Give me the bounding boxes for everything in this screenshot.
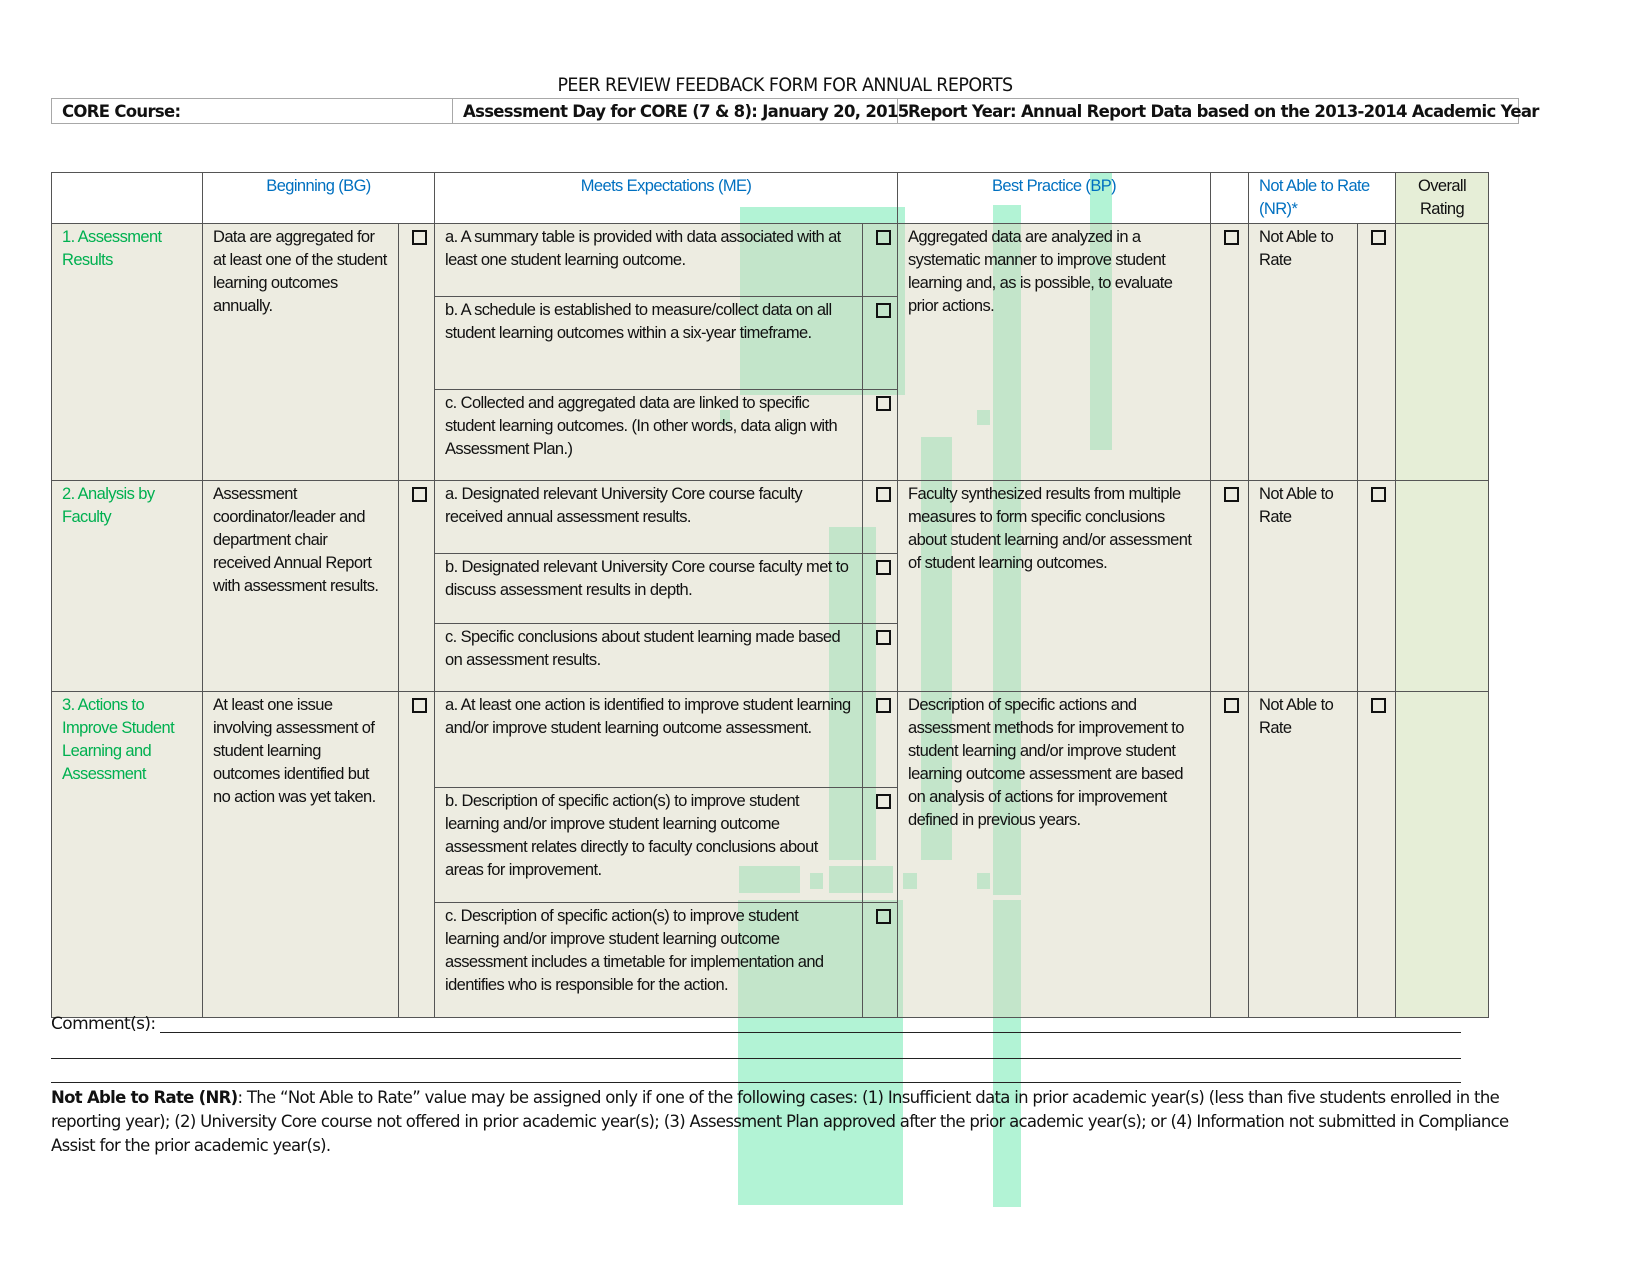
meets-text: b. A schedule is established to measure/collect data on all student learning outcomes within a six-year timeframe.	[435, 297, 863, 390]
best-practice-text: Description of specific actions and assessment methods for improvement to student learning and/or improve student learning outcome assessment are based on analysis of actions for improvement defined in previous years.	[898, 692, 1211, 1018]
overall-rating-cell[interactable]	[1396, 481, 1489, 692]
col-overall: Overall Rating	[1396, 173, 1489, 224]
col-beginning: Beginning (BG)	[203, 173, 435, 224]
col-not-able: Not Able to Rate (NR)*	[1249, 173, 1396, 224]
table-row	[52, 481, 1489, 554]
checkbox-icon[interactable]	[1371, 230, 1386, 245]
comment-row	[51, 1014, 156, 1034]
beginning-checkbox[interactable]	[399, 481, 435, 692]
meets-text: a. A summary table is provided with data associated with at least one student learning outcome.	[435, 224, 863, 297]
checkbox-icon[interactable]	[1224, 230, 1239, 245]
meets-text: a. At least one action is identified to improve student learning and/or improve student learning outcome assessment.	[435, 692, 863, 788]
checkbox-icon[interactable]	[876, 698, 891, 713]
meets-text: b. Description of specific action(s) to improve student learning and/or improve student learning outcome assessment relates directly to faculty conclusions about areas for improvement.	[435, 788, 863, 903]
checkbox-icon[interactable]	[876, 230, 891, 245]
best-practice-checkbox[interactable]	[1211, 692, 1249, 1018]
beginning-text: Assessment coordinator/leader and department chair received Annual Report with assessment results.	[203, 481, 399, 692]
meets-checkbox[interactable]	[863, 390, 898, 481]
best-practice-text: Aggregated data are analyzed in a systematic manner to improve student learning and, as is possible, to evaluate prior actions.	[898, 224, 1211, 481]
comment-label: Comment(s):	[51, 1014, 156, 1034]
checkbox-icon[interactable]	[876, 396, 891, 411]
table-row	[52, 224, 1489, 297]
col-meets: Meets Expectations (ME)	[435, 173, 898, 224]
not-able-text: Not Able to Rate	[1249, 481, 1358, 692]
corner-cell	[52, 173, 203, 224]
meets-checkbox[interactable]	[863, 692, 898, 788]
col-best-practice: Best Practice (BP)	[898, 173, 1211, 224]
meets-checkbox[interactable]	[863, 297, 898, 390]
checkbox-icon[interactable]	[876, 794, 891, 809]
core-course-field[interactable]: CORE Course:	[52, 99, 453, 124]
meets-checkbox[interactable]	[863, 788, 898, 903]
comment-line[interactable]	[160, 1032, 1461, 1033]
meets-checkbox[interactable]	[863, 903, 898, 1018]
meets-checkbox[interactable]	[863, 554, 898, 624]
overall-rating-cell[interactable]	[1396, 692, 1489, 1018]
report-year: Report Year: Annual Report Data based on the 2013-2014 Academic Year	[898, 99, 1519, 124]
meets-checkbox[interactable]	[863, 624, 898, 692]
checkbox-icon[interactable]	[876, 630, 891, 645]
overall-rating-cell[interactable]	[1396, 224, 1489, 481]
best-practice-checkbox[interactable]	[1211, 481, 1249, 692]
beginning-text: At least one issue involving assessment of student learning outcomes identified but no action was yet taken.	[203, 692, 399, 1018]
beginning-checkbox[interactable]	[399, 224, 435, 481]
checkbox-icon[interactable]	[1224, 698, 1239, 713]
criterion-label: 3. Actions to Improve Student Learning and Assessment	[52, 692, 203, 1018]
header-table	[51, 98, 1539, 124]
checkbox-icon[interactable]	[412, 698, 427, 713]
assessment-day: Assessment Day for CORE (7 & 8): January 20, 2015	[453, 99, 898, 124]
not-able-text: Not Able to Rate	[1249, 692, 1358, 1018]
checkbox-icon[interactable]	[1371, 698, 1386, 713]
checkbox-icon[interactable]	[1224, 487, 1239, 502]
rubric-table	[51, 172, 1489, 1018]
meets-checkbox[interactable]	[863, 224, 898, 297]
footnote-text: : The “Not Able to Rate” value may be assigned only if one of the following cases: (1) Insufficient data in prior academic year(s) (less than five students enrolled in the reporting year); (2) University Core course not offered in prior academic year(s); (3) Assessment Plan approved after the prior academic year(s); or (4) Information not submitted in Compliance Assist for the prior academic year(s).	[51, 1088, 1509, 1155]
meets-checkbox[interactable]	[863, 481, 898, 554]
checkbox-icon[interactable]	[876, 560, 891, 575]
beginning-text: Data are aggregated for at least one of the student learning outcomes annually.	[203, 224, 399, 481]
meets-text: a. Designated relevant University Core course faculty received annual assessment results.	[435, 481, 863, 554]
blank-header	[1211, 173, 1249, 224]
checkbox-icon[interactable]	[876, 909, 891, 924]
comment-line[interactable]	[51, 1058, 1461, 1059]
checkbox-icon[interactable]	[876, 487, 891, 502]
criterion-label: 1. Assessment Results	[52, 224, 203, 481]
checkbox-icon[interactable]	[1371, 487, 1386, 502]
meets-text: c. Description of specific action(s) to improve student learning and/or improve student learning outcome assessment includes a timetable for implementation and identifies who is responsible for the action.	[435, 903, 863, 1018]
not-able-checkbox[interactable]	[1358, 224, 1396, 481]
not-able-text: Not Able to Rate	[1249, 224, 1358, 481]
not-able-checkbox[interactable]	[1358, 692, 1396, 1018]
beginning-checkbox[interactable]	[399, 692, 435, 1018]
checkbox-icon[interactable]	[412, 487, 427, 502]
comment-line[interactable]	[51, 1082, 1461, 1083]
meets-text: b. Designated relevant University Core course faculty met to discuss assessment results in depth.	[435, 554, 863, 624]
table-row	[52, 692, 1489, 788]
footnote	[51, 1086, 1531, 1158]
not-able-checkbox[interactable]	[1358, 481, 1396, 692]
meets-text: c. Collected and aggregated data are linked to specific student learning outcomes. (In other words, data align with Assessment Plan.)	[435, 390, 863, 481]
checkbox-icon[interactable]	[876, 303, 891, 318]
checkbox-icon[interactable]	[412, 230, 427, 245]
best-practice-checkbox[interactable]	[1211, 224, 1249, 481]
best-practice-text: Faculty synthesized results from multiple measures to form specific conclusions about student learning and/or assessment of student learning outcomes.	[898, 481, 1211, 692]
page-title: PEER REVIEW FEEDBACK FORM FOR ANNUAL REPORTS	[557, 74, 1013, 96]
meets-text: c. Specific conclusions about student learning made based on assessment results.	[435, 624, 863, 692]
criterion-label: 2. Analysis by Faculty	[52, 481, 203, 692]
footnote-title: Not Able to Rate (NR)	[51, 1088, 238, 1107]
